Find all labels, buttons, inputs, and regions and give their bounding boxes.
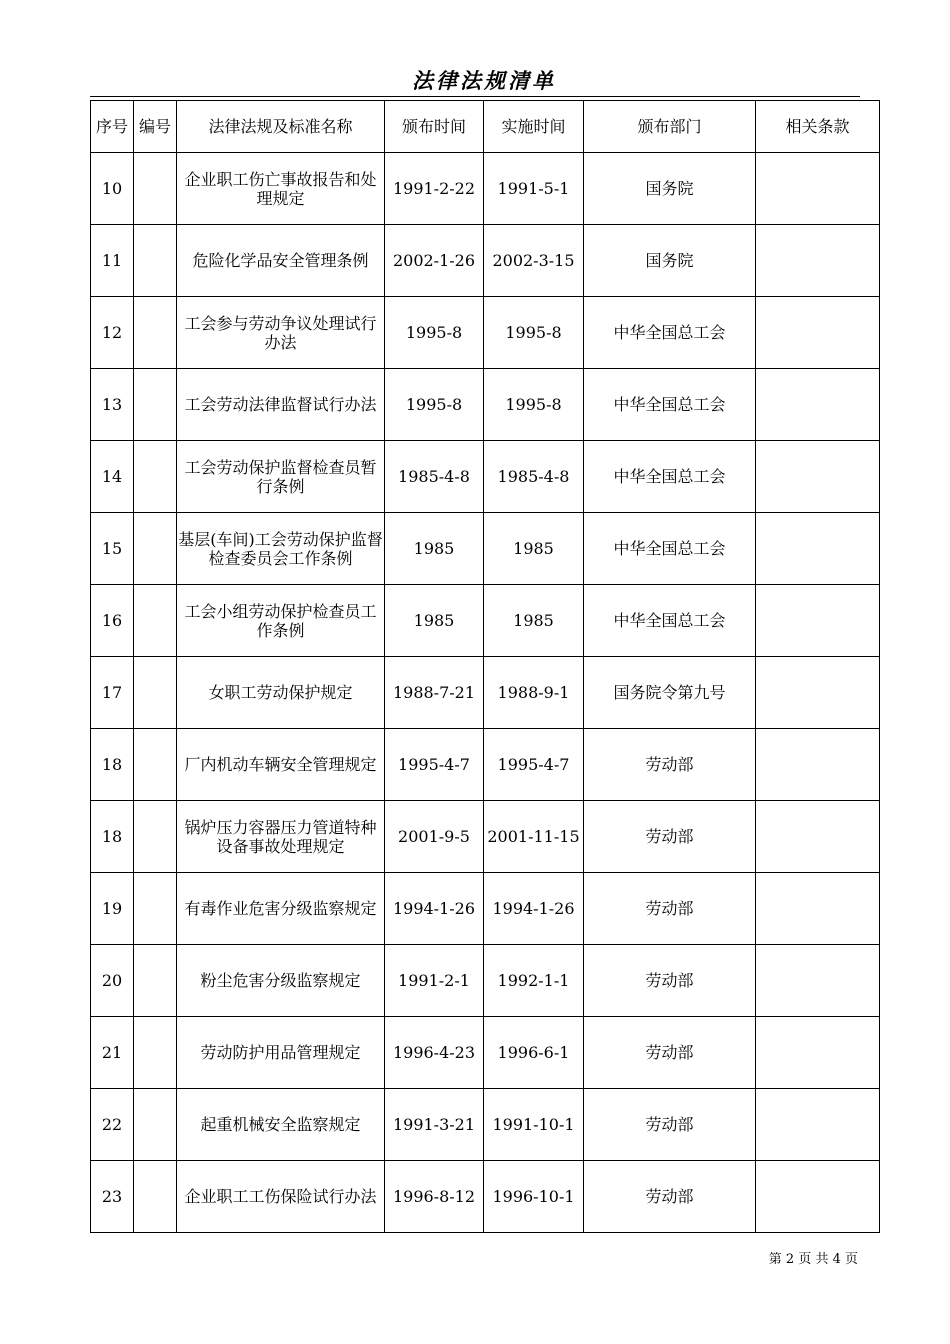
cell-code <box>134 873 177 945</box>
cell-seq: 18 <box>91 729 134 801</box>
cell-clause <box>756 657 880 729</box>
title-divider <box>90 96 860 97</box>
table-row <box>91 585 880 657</box>
cell-name: 危险化学品安全管理条例 <box>177 225 385 297</box>
cell-code <box>134 729 177 801</box>
cell-effective: 1995-4-7 <box>484 729 584 801</box>
cell-code <box>134 513 177 585</box>
cell-code <box>134 441 177 513</box>
cell-issued: 1985 <box>385 585 484 657</box>
cell-issued: 2002-1-26 <box>385 225 484 297</box>
cell-name: 厂内机动车辆安全管理规定 <box>177 729 385 801</box>
cell-seq: 21 <box>91 1017 134 1089</box>
cell-issued: 1994-1-26 <box>385 873 484 945</box>
cell-issued: 1995-8 <box>385 297 484 369</box>
cell-dept: 劳动部 <box>584 873 756 945</box>
cell-seq: 18 <box>91 801 134 873</box>
cell-dept: 中华全国总工会 <box>584 441 756 513</box>
column-header-dept: 颁布部门 <box>584 101 756 153</box>
cell-name: 工会劳动法律监督试行办法 <box>177 369 385 441</box>
cell-seq: 17 <box>91 657 134 729</box>
cell-seq: 10 <box>91 153 134 225</box>
cell-code <box>134 1089 177 1161</box>
table-row <box>91 1161 880 1233</box>
page-title: 法律法规清单 <box>412 68 556 93</box>
cell-issued: 1996-4-23 <box>385 1017 484 1089</box>
cell-dept: 中华全国总工会 <box>584 585 756 657</box>
cell-code <box>134 297 177 369</box>
cell-clause <box>756 1017 880 1089</box>
cell-name: 有毒作业危害分级监察规定 <box>177 873 385 945</box>
cell-clause <box>756 153 880 225</box>
column-header-code: 编号 <box>134 101 177 153</box>
cell-seq: 22 <box>91 1089 134 1161</box>
cell-dept: 中华全国总工会 <box>584 369 756 441</box>
table-row <box>91 441 880 513</box>
column-header-effective: 实施时间 <box>484 101 584 153</box>
cell-code <box>134 801 177 873</box>
cell-name: 基层(车间)工会劳动保护监督检查委员会工作条例 <box>177 513 385 585</box>
cell-dept: 国务院令第九号 <box>584 657 756 729</box>
cell-code <box>134 225 177 297</box>
cell-effective: 1985 <box>484 585 584 657</box>
table-row <box>91 657 880 729</box>
cell-clause <box>756 945 880 1017</box>
table-header-row <box>91 101 880 153</box>
cell-issued: 1988-7-21 <box>385 657 484 729</box>
cell-effective: 1995-8 <box>484 369 584 441</box>
cell-clause <box>756 297 880 369</box>
cell-dept: 中华全国总工会 <box>584 513 756 585</box>
cell-dept: 劳动部 <box>584 1161 756 1233</box>
cell-seq: 13 <box>91 369 134 441</box>
cell-effective: 1988-9-1 <box>484 657 584 729</box>
cell-code <box>134 1017 177 1089</box>
table-row <box>91 873 880 945</box>
cell-dept: 劳动部 <box>584 729 756 801</box>
page-number: 第 2 页 共 4 页 <box>768 1252 858 1267</box>
table-row <box>91 225 880 297</box>
cell-effective: 1985 <box>484 513 584 585</box>
table-row <box>91 729 880 801</box>
cell-code <box>134 369 177 441</box>
cell-clause <box>756 801 880 873</box>
cell-dept: 国务院 <box>584 225 756 297</box>
table-row <box>91 945 880 1017</box>
cell-effective: 1991-5-1 <box>484 153 584 225</box>
cell-dept: 劳动部 <box>584 945 756 1017</box>
cell-issued: 1995-4-7 <box>385 729 484 801</box>
cell-effective: 1995-8 <box>484 297 584 369</box>
table-row <box>91 153 880 225</box>
cell-name: 女职工劳动保护规定 <box>177 657 385 729</box>
cell-issued: 1991-3-21 <box>385 1089 484 1161</box>
cell-issued: 1991-2-1 <box>385 945 484 1017</box>
cell-seq: 11 <box>91 225 134 297</box>
cell-effective: 1994-1-26 <box>484 873 584 945</box>
cell-clause <box>756 585 880 657</box>
table-body <box>91 153 880 1233</box>
cell-name: 工会小组劳动保护检查员工作条例 <box>177 585 385 657</box>
cell-clause <box>756 225 880 297</box>
cell-effective: 2002-3-15 <box>484 225 584 297</box>
cell-clause <box>756 1161 880 1233</box>
cell-code <box>134 1161 177 1233</box>
cell-dept: 劳动部 <box>584 801 756 873</box>
cell-seq: 12 <box>91 297 134 369</box>
table-row <box>91 1089 880 1161</box>
cell-dept: 劳动部 <box>584 1089 756 1161</box>
cell-name: 企业职工工伤保险试行办法 <box>177 1161 385 1233</box>
cell-seq: 16 <box>91 585 134 657</box>
cell-seq: 19 <box>91 873 134 945</box>
column-header-name: 法律法规及标准名称 <box>177 101 385 153</box>
column-header-clause: 相关条款 <box>756 101 880 153</box>
cell-issued: 1985 <box>385 513 484 585</box>
cell-seq: 14 <box>91 441 134 513</box>
cell-effective: 1991-10-1 <box>484 1089 584 1161</box>
cell-clause <box>756 441 880 513</box>
cell-seq: 23 <box>91 1161 134 1233</box>
cell-clause <box>756 513 880 585</box>
cell-clause <box>756 729 880 801</box>
cell-dept: 国务院 <box>584 153 756 225</box>
cell-effective: 2001-11-15 <box>484 801 584 873</box>
cell-code <box>134 945 177 1017</box>
cell-clause <box>756 1089 880 1161</box>
cell-effective: 1985-4-8 <box>484 441 584 513</box>
cell-issued: 2001-9-5 <box>385 801 484 873</box>
cell-name: 工会参与劳动争议处理试行办法 <box>177 297 385 369</box>
column-header-seq: 序号 <box>91 101 134 153</box>
cell-name: 起重机械安全监察规定 <box>177 1089 385 1161</box>
column-header-issued: 颁布时间 <box>385 101 484 153</box>
cell-issued: 1996-8-12 <box>385 1161 484 1233</box>
cell-seq: 20 <box>91 945 134 1017</box>
cell-name: 粉尘危害分级监察规定 <box>177 945 385 1017</box>
cell-name: 锅炉压力容器压力管道特种设备事故处理规定 <box>177 801 385 873</box>
table-row <box>91 369 880 441</box>
cell-name: 企业职工伤亡事故报告和处理规定 <box>177 153 385 225</box>
table-row <box>91 801 880 873</box>
table-row <box>91 513 880 585</box>
cell-name: 工会劳动保护监督检查员暂行条例 <box>177 441 385 513</box>
cell-issued: 1985-4-8 <box>385 441 484 513</box>
table-row <box>91 1017 880 1089</box>
table-row <box>91 297 880 369</box>
cell-name: 劳动防护用品管理规定 <box>177 1017 385 1089</box>
regulations-table <box>90 100 880 1233</box>
cell-effective: 1992-1-1 <box>484 945 584 1017</box>
cell-issued: 1995-8 <box>385 369 484 441</box>
cell-issued: 1991-2-22 <box>385 153 484 225</box>
cell-code <box>134 657 177 729</box>
cell-clause <box>756 369 880 441</box>
cell-effective: 1996-6-1 <box>484 1017 584 1089</box>
cell-code <box>134 585 177 657</box>
cell-code <box>134 153 177 225</box>
cell-seq: 15 <box>91 513 134 585</box>
cell-clause <box>756 873 880 945</box>
cell-dept: 劳动部 <box>584 1017 756 1089</box>
cell-dept: 中华全国总工会 <box>584 297 756 369</box>
cell-effective: 1996-10-1 <box>484 1161 584 1233</box>
